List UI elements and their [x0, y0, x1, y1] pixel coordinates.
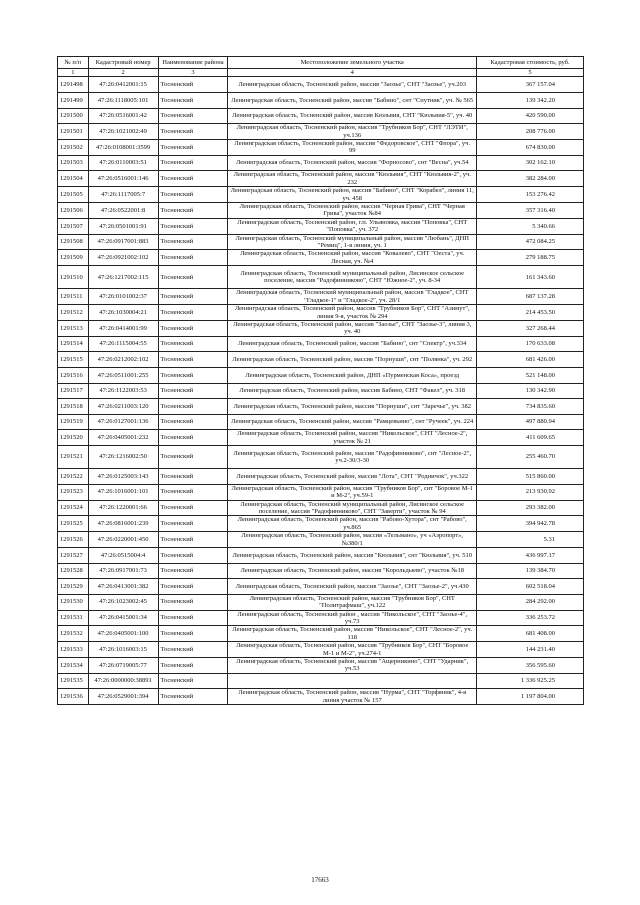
cadastral-number: 47:26:0125003:143 — [88, 469, 158, 485]
row-number: 1291523 — [58, 484, 89, 500]
row-number: 1291521 — [58, 446, 89, 469]
district-name: Тосненский — [158, 77, 228, 93]
location: Ленинградская область, Тосненский район, массив «Тельмано», уч «Аэропорт», №380/1 — [228, 532, 477, 548]
cadastral-value: 139 384.70 — [477, 563, 584, 579]
district-name: Тосненский — [158, 532, 228, 548]
cadastral-value: 336 253.72 — [477, 610, 584, 626]
district-name: Тосненский — [158, 642, 228, 658]
district-name: Тосненский — [158, 657, 228, 673]
location: Ленинградская область, Тосненский район, массив "Никольское", СНТ "Лесное-2", уч. 118 — [228, 626, 477, 642]
table-row — [58, 689, 584, 705]
cadastral-value: 687 137.28 — [477, 289, 584, 305]
row-number: 1291507 — [58, 218, 89, 234]
table-row — [58, 430, 584, 446]
row-number: 1291509 — [58, 250, 89, 266]
header-district: Наименование района — [158, 57, 228, 69]
cadastral-value: 255 460.70 — [477, 446, 584, 469]
location: Ленинградская область, Тосненский муниципальный район, Лисинское сельское поселение, массив "Радофинниково", СНТ "Южное-2", уч. 8-34 — [228, 266, 477, 289]
cadastral-value: 411 609.65 — [477, 430, 584, 446]
location: Ленинградская область, Тосненский район, массив "Бабино", снт "Спутник", уч. № 565 — [228, 93, 477, 109]
cadastral-value: 1 336 925.25 — [477, 673, 584, 689]
cadastral-number: 47:26:0516001:42 — [88, 108, 158, 124]
district-name: Тосненский — [158, 383, 228, 399]
row-number: 1291503 — [58, 155, 89, 171]
location: Ленинградская область, Тосненский район, массив "Трубников Бор", СНТ "Политрафмаш", уч.122 — [228, 594, 477, 610]
cadastral-value: 382 284.00 — [477, 171, 584, 187]
cadastral-number: 47:26:0522001:8 — [88, 203, 158, 219]
cadastral-number: 47:26:0127001:136 — [88, 414, 158, 430]
location: Ленинградская область, Тосненский район, массив "Трубников Бор", снт "Боровое М-1 и М-2", уч.59-1 — [228, 484, 477, 500]
district-name: Тосненский — [158, 673, 228, 689]
cadastral-number: 47:26:0212002:102 — [88, 352, 158, 368]
table-row — [58, 77, 584, 93]
district-name: Тосненский — [158, 469, 228, 485]
cadastral-number: 47:26:0101002:37 — [88, 289, 158, 305]
district-name: Тосненский — [158, 336, 228, 352]
table-row — [58, 171, 584, 187]
location: Ленинградская область, Тосненский район, массив "Трубников Бор", СНТ "Боровое М-1 и М-2", уч.274-1 — [228, 642, 477, 658]
location: Ленинградская область, Тосненский район, г.п. Ульяновка, массив "Поповка", СНТ "Поповка", уч. 372 — [228, 218, 477, 234]
cadastral-number: 47:26:1030004:21 — [88, 305, 158, 321]
location: Ленинградская область, Тосненский район, массив "Заозье", СНТ "Заозье-2", уч.430 — [228, 579, 477, 595]
row-number: 1291535 — [58, 673, 89, 689]
table-row — [58, 594, 584, 610]
table-row — [58, 414, 584, 430]
district-name: Тосненский — [158, 203, 228, 219]
table-row — [58, 516, 584, 532]
cadastral-value: 420 590.00 — [477, 108, 584, 124]
cadastral-value: 472 084.25 — [477, 234, 584, 250]
cadastral-value: 497 880.94 — [477, 414, 584, 430]
table-row — [58, 626, 584, 642]
row-number: 1291508 — [58, 234, 89, 250]
cadastral-number: 47:26:0515004:4 — [88, 547, 158, 563]
district-name: Тосненский — [158, 124, 228, 140]
row-number: 1291525 — [58, 516, 89, 532]
cadastral-number: 47:26:1217002:115 — [88, 266, 158, 289]
district-name: Тосненский — [158, 446, 228, 469]
location: Ленинградская область, Тосненский район, массив "Федоровское", СНТ "Флора", уч. 99 — [228, 140, 477, 156]
district-name: Тосненский — [158, 399, 228, 415]
table-row — [58, 305, 584, 321]
cadastral-value: 293 382.00 — [477, 500, 584, 516]
cadastral-value: 139 342.20 — [477, 93, 584, 109]
row-number: 1291506 — [58, 203, 89, 219]
table-row — [58, 469, 584, 485]
cadastral-value: 357 316.40 — [477, 203, 584, 219]
district-name: Тосненский — [158, 320, 228, 336]
cadastral-number: 47:26:1122003:53 — [88, 383, 158, 399]
table-row — [58, 352, 584, 368]
row-number: 1291528 — [58, 563, 89, 579]
district-name: Тосненский — [158, 547, 228, 563]
cadastral-number: 47:26:1016001:101 — [88, 484, 158, 500]
cadastral-number: 47:26:0414001:99 — [88, 320, 158, 336]
location: Ленинградская область, Тосненский муниципальный район, массив "Любань", ДНП "Ремиц", 1-я линия, уч. 1 — [228, 234, 477, 250]
row-number: 1291527 — [58, 547, 89, 563]
location: Ленинградская область, Тосненский район, массив "Порнуши", снт "Полянка", уч. 292 — [228, 352, 477, 368]
cadastral-number: 47:26:0917001:883 — [88, 234, 158, 250]
row-number: 1291531 — [58, 610, 89, 626]
location: Ленинградская область, Тосненский район, массив Кюльвия, СНТ "Кюльвия-5", уч. 40 — [228, 108, 477, 124]
location: Ленинградская область, Тосненский район, массив "Нурма", СНТ "Торфяник", 4-я линия участок № 157 — [228, 689, 477, 705]
table-row — [58, 203, 584, 219]
row-number: 1291518 — [58, 399, 89, 415]
row-number: 1291511 — [58, 289, 89, 305]
cadastral-value: 213 930.92 — [477, 484, 584, 500]
cadastral-value: 356 595.60 — [477, 657, 584, 673]
table-row — [58, 289, 584, 305]
cadastral-number: 47:26:0220001:450 — [88, 532, 158, 548]
table-row — [58, 218, 584, 234]
cadastral-number: 47:26:0108001:3599 — [88, 140, 158, 156]
table-row — [58, 579, 584, 595]
cadastral-value: 394 942.78 — [477, 516, 584, 532]
district-name: Тосненский — [158, 93, 228, 109]
location: Ленинградская область, Тосненский район, массив "Трубников Бор", СНТ "ЛЭТИ", уч.136 — [228, 124, 477, 140]
table-row — [58, 383, 584, 399]
table-row — [58, 563, 584, 579]
cadastral-value: 5.31 — [477, 532, 584, 548]
row-number: 1291524 — [58, 500, 89, 516]
location: Ленинградская область, Тосненский район, ДНП «Пурменская Коса», проезд — [228, 367, 477, 383]
cadastral-value: 302 162.10 — [477, 155, 584, 171]
district-name: Тосненский — [158, 367, 228, 383]
cadastral-number: 47:26:1023002:45 — [88, 594, 158, 610]
cadastral-value: 681 408.00 — [477, 626, 584, 642]
table-row — [58, 500, 584, 516]
table-row — [58, 484, 584, 500]
cadastral-value: 144 231.40 — [477, 642, 584, 658]
header-cadastral-number: Кадастровый номер — [88, 57, 158, 69]
cadastral-value: 170 633.08 — [477, 336, 584, 352]
district-name: Тосненский — [158, 516, 228, 532]
table-row — [58, 266, 584, 289]
cadastral-value: 681 426.00 — [477, 352, 584, 368]
table-row — [58, 367, 584, 383]
location: Ленинградская область, Тосненский район, массив "Заозье", СНТ "Заозье", уч.203 — [228, 77, 477, 93]
table-row — [58, 446, 584, 469]
district-name: Тосненский — [158, 305, 228, 321]
table-row — [58, 642, 584, 658]
cadastral-number: 47:26:0511001:255 — [88, 367, 158, 383]
cadastral-value: 674 830.00 — [477, 140, 584, 156]
table-row — [58, 673, 584, 689]
row-number: 1291514 — [58, 336, 89, 352]
location: Ленинградская область, Тосненский район, массив "Ковалево", СНТ "Оеста", уч. Лесная, уч. №4 — [228, 250, 477, 266]
row-number: 1291534 — [58, 657, 89, 673]
row-number: 1291502 — [58, 140, 89, 156]
location: Ленинградская область, Тосненский район, массив "Рамцевьино", снт "Ручеек", уч. 224 — [228, 414, 477, 430]
location: Ленинградская область, Тосненский муниципальный район, массив "Гладкое", СНТ "Гладкое-1" и "Гладкое-2", уч. 28/1 — [228, 289, 477, 305]
header-location: Местоположение земельного участка — [228, 57, 477, 69]
district-name: Тосненский — [158, 484, 228, 500]
cadastral-number: 47:26:0529001:394 — [88, 689, 158, 705]
cadastral-value: 153 276.42 — [477, 187, 584, 203]
district-name: Тосненский — [158, 140, 228, 156]
cadastral-number: 47:26:0413001:382 — [88, 579, 158, 595]
cadastral-number: 47:26:0917001:73 — [88, 563, 158, 579]
location: Ленинградская область, Тосненский район, массив "Заозье", СНТ "Заозье-3", линия 3, уч. 40 — [228, 320, 477, 336]
cadastral-value: 5 340.66 — [477, 218, 584, 234]
district-name: Тосненский — [158, 187, 228, 203]
table-body — [58, 77, 584, 705]
cadastral-number: 47:26:0405001:232 — [88, 430, 158, 446]
cadastral-value: 734 835.60 — [477, 399, 584, 415]
district-name: Тосненский — [158, 289, 228, 305]
table-row — [58, 399, 584, 415]
table-row — [58, 124, 584, 140]
district-name: Тосненский — [158, 500, 228, 516]
cadastral-number: 47:26:1220001:66 — [88, 500, 158, 516]
page-number: 17663 — [311, 876, 329, 884]
row-number: 1291522 — [58, 469, 89, 485]
cadastral-value: 130 342.90 — [477, 383, 584, 399]
district-name: Тосненский — [158, 414, 228, 430]
header-cadastral-value: Кадастровая стоимость, руб. — [477, 57, 584, 69]
row-number: 1291530 — [58, 594, 89, 610]
cadastral-value: 521 148.00 — [477, 367, 584, 383]
location: Ленинградская область, Тосненский район, массив Бабино, СНТ "Факел", уч. 318 — [228, 383, 477, 399]
cadastral-number: 47:26:1117005:7 — [88, 187, 158, 203]
cadastral-number: 47:26:0921002:102 — [88, 250, 158, 266]
cadastral-number: 47:26:0816001:239 — [88, 516, 158, 532]
cadastral-value: 436 997.17 — [477, 547, 584, 563]
district-name: Тосненский — [158, 250, 228, 266]
row-number: 1291516 — [58, 367, 89, 383]
row-number: 1291512 — [58, 305, 89, 321]
table-row — [58, 234, 584, 250]
cadastral-number: 47:26:0211003:120 — [88, 399, 158, 415]
table-row — [58, 140, 584, 156]
row-number: 1291519 — [58, 414, 89, 430]
location: Ленинградская область, Тосненский район, массив "Бабино", СНТ "Корабел", линия 11, уч. 458 — [228, 187, 477, 203]
cadastral-number: 47:26:0110003:51 — [88, 155, 158, 171]
district-name: Тосненский — [158, 610, 228, 626]
cadastral-number: 47:26:0405001:100 — [88, 626, 158, 642]
table-row — [58, 547, 584, 563]
district-name: Тосненский — [158, 689, 228, 705]
column-index: 1 — [58, 69, 89, 77]
location: Ленинградская область, Тосненский муниципальный район, Лисинское сельское поселение, массив "Радофинниково", СНТ "Заверти", участок № 94 — [228, 500, 477, 516]
location: Ленинградская область, Тосненский район, массив "Кюльвия", СНТ "Кюльвия-2", уч. 232 — [228, 171, 477, 187]
district-name: Тосненский — [158, 155, 228, 171]
row-number: 1291520 — [58, 430, 89, 446]
row-number: 1291505 — [58, 187, 89, 203]
district-name: Тосненский — [158, 234, 228, 250]
location: Ленинградская область, Тосненский район, массив "Черная Грива", СНТ "Черная Грива", участок №84 — [228, 203, 477, 219]
district-name: Тосненский — [158, 108, 228, 124]
location: Ленинградская область, Тосненский район, массив "Радофинниково", снт "Лесное-2", уч.2-30/3-30 — [228, 446, 477, 469]
table-row — [58, 610, 584, 626]
cadastral-value: 161 343.60 — [477, 266, 584, 289]
table-row — [58, 532, 584, 548]
column-index: 2 — [88, 69, 158, 77]
district-name: Тосненский — [158, 563, 228, 579]
cadastral-number: 47:26:0415001:34 — [88, 610, 158, 626]
location: Ленинградская область, Тосненский район, массив "Форносово", снт "Весна", уч.54 — [228, 155, 477, 171]
cadastral-number: 47:26:1118005:101 — [88, 93, 158, 109]
cadastral-number: 47:26:0501001:91 — [88, 218, 158, 234]
location: Ленинградская область, Тосненский район, массив "Кюльвия", снт "Кюльвия", уч. 510 — [228, 547, 477, 563]
location: Ленинградская область, Тосненский район, массив "Лота", СНТ "Родничок", уч.322 — [228, 469, 477, 485]
table-row — [58, 320, 584, 336]
row-number: 1291498 — [58, 77, 89, 93]
column-number-row — [58, 69, 584, 77]
column-index: 5 — [477, 69, 584, 77]
row-number: 1291532 — [58, 626, 89, 642]
district-name: Тосненский — [158, 430, 228, 446]
location: Ленинградская область, Тосненский район, массив "Ащерникино", СНТ "Ударник", уч.53 — [228, 657, 477, 673]
cadastral-number: 47:26:1016003:15 — [88, 642, 158, 658]
location: Ленинградская область, Тосненский район, массив "Порнуши", снт "Заречье", уч. 382 — [228, 399, 477, 415]
cadastral-value: 284 292.00 — [477, 594, 584, 610]
row-number: 1291513 — [58, 320, 89, 336]
row-number: 1291526 — [58, 532, 89, 548]
cadastral-value: 279 188.75 — [477, 250, 584, 266]
row-number: 1291504 — [58, 171, 89, 187]
row-number: 1291536 — [58, 689, 89, 705]
row-number: 1291517 — [58, 383, 89, 399]
location: Ленинградская область, Тосненский район , массив "Никольское", СНТ "Заозье-4", уч.73 — [228, 610, 477, 626]
location: Ленинградская область, Тосненский район, массив "Корольдыево", участок №18 — [228, 563, 477, 579]
cadastral-value: 214 453.50 — [477, 305, 584, 321]
district-name: Тосненский — [158, 266, 228, 289]
table-row — [58, 155, 584, 171]
location: Ленинградская область, Тосненский район, массив "Бабино", снт "Спектр", уч.334 — [228, 336, 477, 352]
row-number: 1291515 — [58, 352, 89, 368]
location — [228, 673, 477, 689]
table-row — [58, 93, 584, 109]
row-number: 1291510 — [58, 266, 89, 289]
district-name: Тосненский — [158, 626, 228, 642]
header-number: № п/п — [58, 57, 89, 69]
location: Ленинградская область, Тосненский район, массив "Трубников Бор", СНТ "Азимут", линия 9-я, участок № 294 — [228, 305, 477, 321]
cadastral-number: 47:26:0412001:15 — [88, 77, 158, 93]
cadastral-value: 1 197 804.00 — [477, 689, 584, 705]
cadastral-number: 47:26:0719005:77 — [88, 657, 158, 673]
location: Ленинградская область, Тосненский район, массив "Никольское", СНТ "Лесное-2", участок № 21 — [228, 430, 477, 446]
cadastral-number: 47:26:1021002:49 — [88, 124, 158, 140]
row-number: 1291499 — [58, 93, 89, 109]
row-number: 1291501 — [58, 124, 89, 140]
table-row — [58, 657, 584, 673]
cadastral-value: 208 776.00 — [477, 124, 584, 140]
column-index: 4 — [228, 69, 477, 77]
cadastral-value: 515 860.00 — [477, 469, 584, 485]
cadastral-value-table — [57, 56, 584, 705]
cadastral-number: 47:26:1216002:50 — [88, 446, 158, 469]
column-index: 3 — [158, 69, 228, 77]
table-header-row — [58, 57, 584, 69]
cadastral-number: 47:26:0000000:38891 — [88, 673, 158, 689]
cadastral-value: 367 157.04 — [477, 77, 584, 93]
table-row — [58, 108, 584, 124]
district-name: Тосненский — [158, 171, 228, 187]
row-number: 1291500 — [58, 108, 89, 124]
district-name: Тосненский — [158, 579, 228, 595]
cadastral-value: 327 268.44 — [477, 320, 584, 336]
district-name: Тосненский — [158, 594, 228, 610]
row-number: 1291529 — [58, 579, 89, 595]
cadastral-number: 47:26:1115004:55 — [88, 336, 158, 352]
table-row — [58, 250, 584, 266]
location: Ленинградская область, Тосненский район, массив "Рабово-Хутора", снт "Рабово", уч.865 — [228, 516, 477, 532]
row-number: 1291533 — [58, 642, 89, 658]
cadastral-number: 47:26:0516001:146 — [88, 171, 158, 187]
cadastral-value: 602 518.04 — [477, 579, 584, 595]
table-row — [58, 187, 584, 203]
table-row — [58, 336, 584, 352]
district-name: Тосненский — [158, 218, 228, 234]
district-name: Тосненский — [158, 352, 228, 368]
